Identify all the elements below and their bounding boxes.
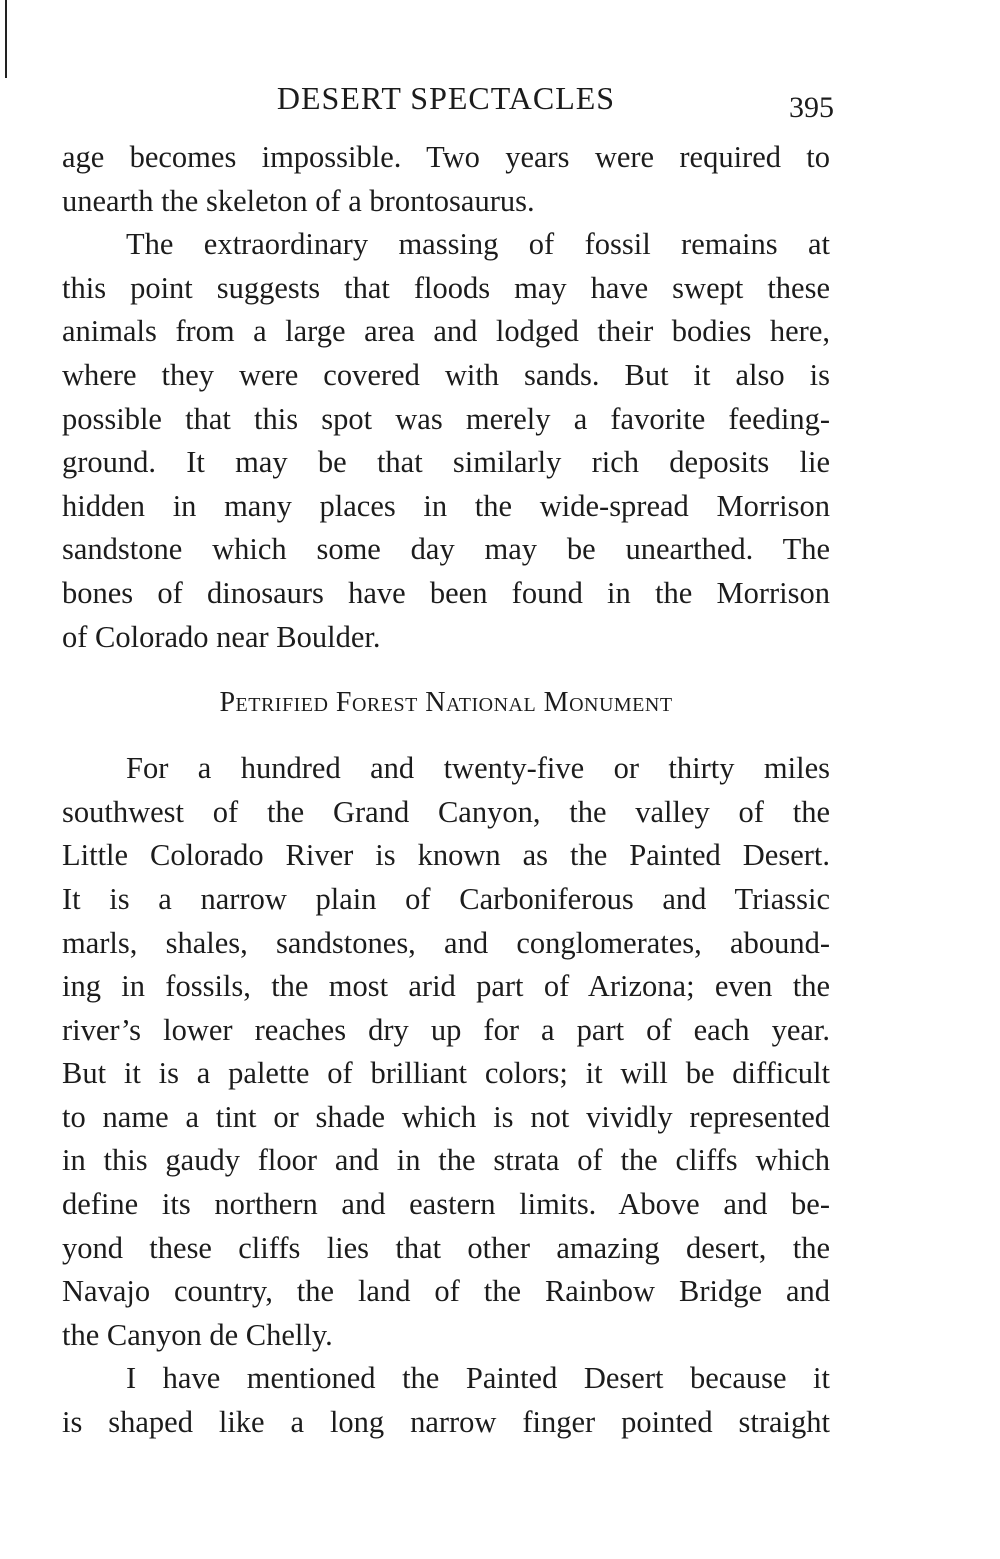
text-line: where they were covered with sands. But it also is	[62, 357, 830, 392]
paragraph	[62, 136, 830, 223]
text-line: For a hundred and twenty-five or thirty miles	[126, 751, 830, 786]
text-line: ing in fossils, the most arid part of Arizona; even the	[62, 969, 830, 1004]
text-line: possible that this spot was merely a favorite feeding-	[62, 401, 830, 436]
text-line: is shaped like a long narrow finger pointed straight	[62, 1405, 830, 1440]
text-line: in this gaudy floor and in the strata of the cliffs which	[62, 1143, 830, 1178]
text-line: southwest of the Grand Canyon, the valley of the	[62, 794, 830, 829]
text-line: sandstone which some day may be unearthed. The	[62, 532, 830, 567]
text-line: unearth the skeleton of a brontosaurus.	[62, 183, 535, 218]
text-line: yond these cliffs lies that other amazing desert, the	[62, 1230, 830, 1265]
text-line: marls, shales, sandstones, and conglomerates, abound-	[62, 925, 830, 960]
text-line: age becomes impossible. Two years were required to	[62, 140, 830, 174]
paragraph	[62, 1357, 830, 1444]
text-line: But it is a palette of brilliant colors; it will be difficult	[62, 1056, 830, 1091]
text-line: ground. It may be that similarly rich deposits lie	[62, 445, 830, 480]
text-line: bones of dinosaurs have been found in the Morrison	[62, 575, 830, 610]
text-line: of Colorado near Boulder.	[62, 619, 381, 654]
text-line: to name a tint or shade which is not vividly represented	[62, 1099, 830, 1134]
text-line: river’s lower reaches dry up for a part of each year.	[62, 1012, 830, 1047]
running-title: DESERT SPECTACLES	[276, 80, 616, 116]
section-heading: Petrified Forest National Monument	[219, 687, 673, 719]
text-line: The extraordinary massing of fossil remains at	[126, 227, 830, 262]
body-text	[62, 136, 830, 1445]
text-line: hidden in many places in the wide-spread Morrison	[62, 488, 830, 523]
text-line: I have mentioned the Painted Desert because it	[126, 1361, 830, 1396]
text-line: It is a narrow plain of Carboniferous and Triassic	[62, 881, 830, 916]
text-line: this point suggests that floods may have swept these	[62, 270, 830, 305]
paragraph	[62, 223, 830, 659]
text-line: the Canyon de Chelly.	[62, 1317, 333, 1352]
running-head	[62, 78, 834, 124]
text-line: animals from a large area and lodged their bodies here,	[62, 314, 830, 349]
scan-edge-line	[5, 0, 7, 78]
text-line: Little Colorado River is known as the Painted Desert.	[62, 838, 830, 873]
text-line: Navajo country, the land of the Rainbow Bridge and	[62, 1274, 830, 1309]
page-number: 395	[789, 91, 834, 124]
text-line: define its northern and eastern limits. Above and be-	[62, 1187, 830, 1222]
paragraph	[62, 747, 830, 1357]
